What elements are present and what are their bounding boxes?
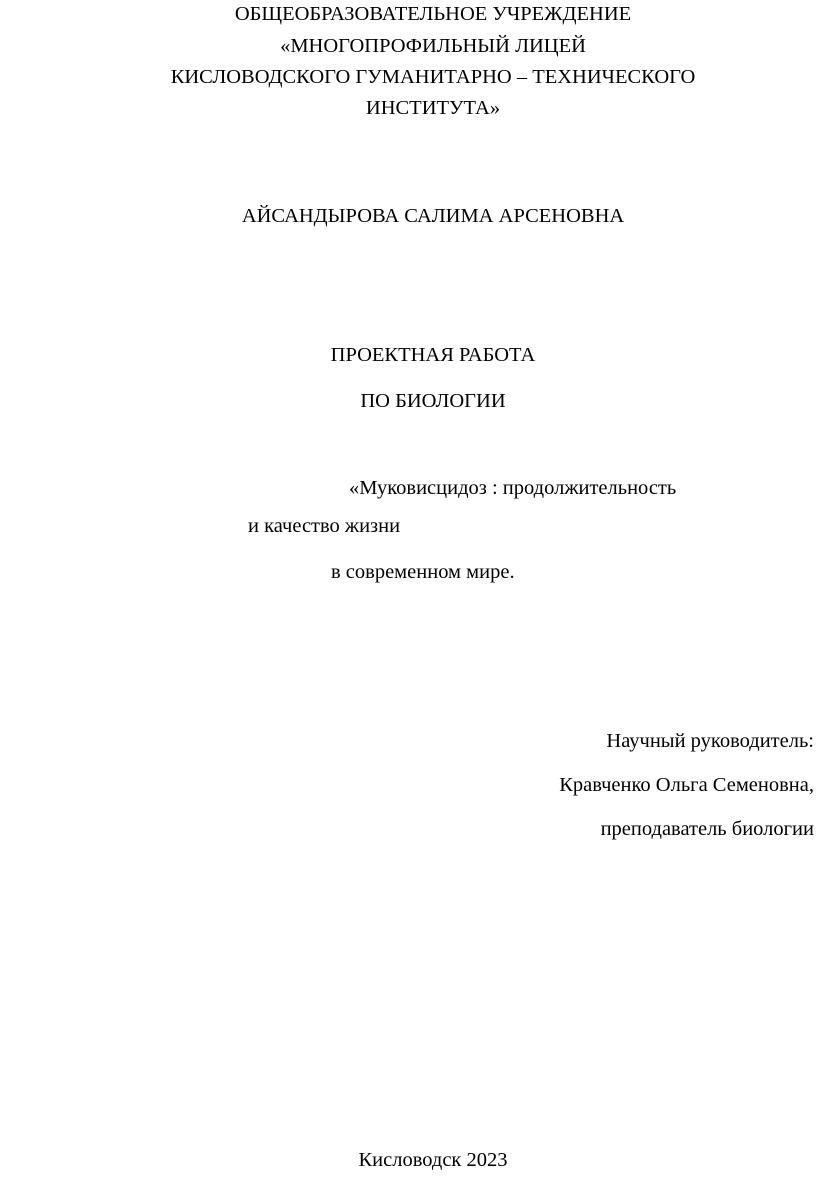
institution-line-2: «МНОГОПРОФИЛЬНЫЙ ЛИЦЕЙ	[280, 35, 586, 57]
institution-line-1: ОБЩЕОБРАЗОВАТЕЛЬНОЕ УЧРЕЖДЕНИЕ	[234, 3, 632, 25]
work-title-line-3: в современном мире.	[331, 561, 515, 583]
supervisor-position: преподаватель биологии	[600, 818, 814, 840]
supervisor-label: Научный руководитель:	[606, 730, 814, 752]
work-subject: ПО БИОЛОГИИ	[360, 390, 506, 412]
author-name: АЙСАНДЫРОВА САЛИМА АРСЕНОВНА	[241, 205, 625, 227]
work-type: ПРОЕКТНАЯ РАБОТА	[330, 344, 536, 366]
supervisor-name: Кравченко Ольга Семеновна,	[559, 774, 814, 796]
institution-line-3: КИСЛОВОДСКОГО ГУМАНИТАРНО – ТЕХНИЧЕСКОГО	[170, 66, 696, 88]
city-year: Кисловодск 2023	[358, 1149, 508, 1171]
work-title-line-2: и качество жизни	[248, 515, 401, 537]
work-title-line-1: «Муковисцидоз : продолжительность	[349, 477, 677, 499]
institution-line-4: ИНСТИТУТА»	[365, 97, 501, 119]
